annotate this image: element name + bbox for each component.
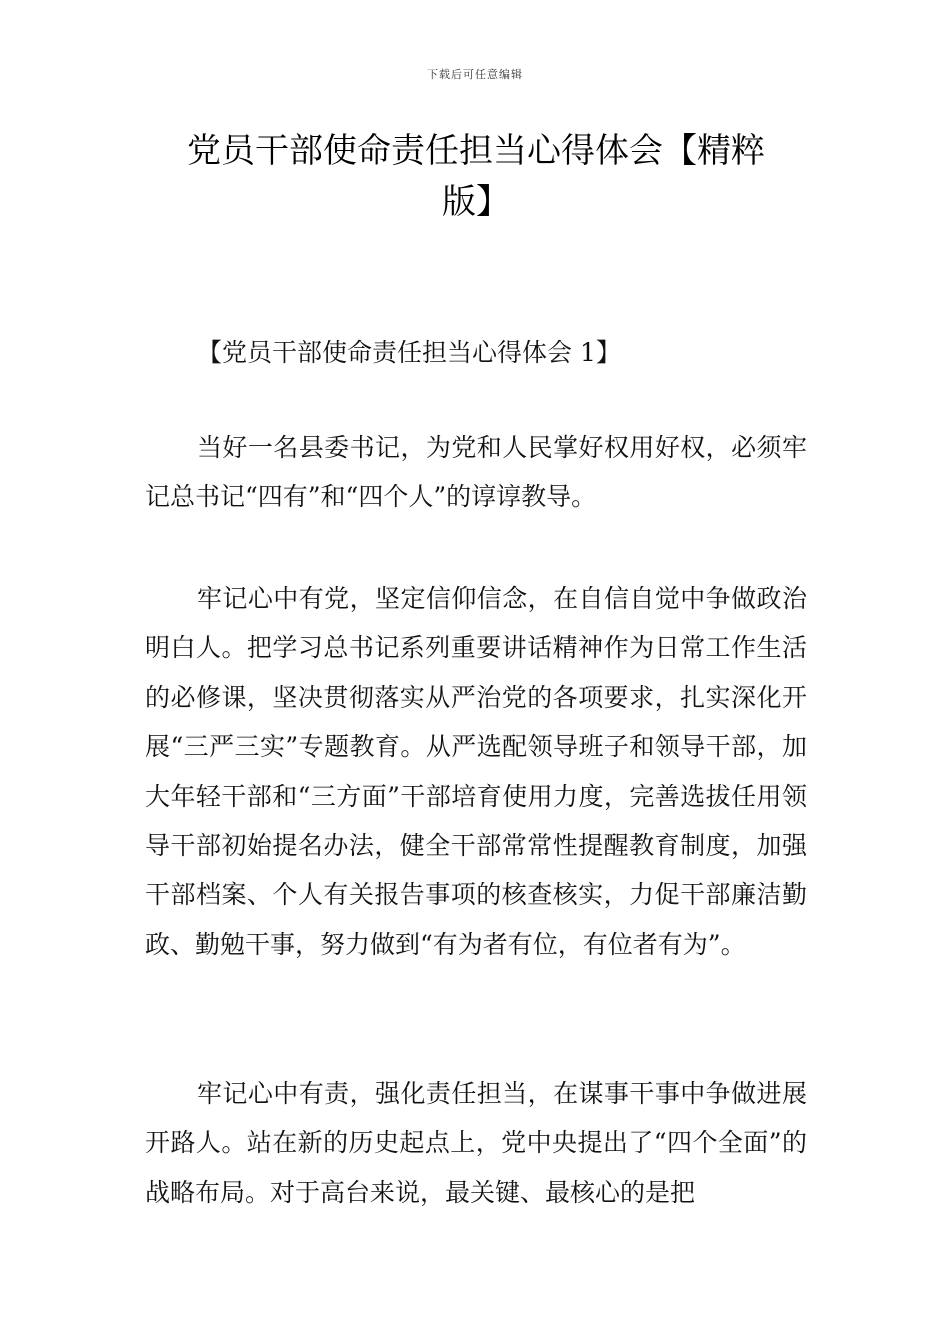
paragraph-2: 牢记心中有党，坚定信仰信念，在自信自觉中争做政治明白人。把学习总书记系列重要讲话精神作为日常工作生活的必修课，坚决贯彻落实从严治党的各项要求，扎实深化开展“三严三实”专题教育。从严选配领导班子和领导干部，加大年轻干部和“三方面”干部培育使用力度，完善选拔任用领导干部初始提名办法，健全干部常常性提醒教育制度，加强干部档案、个人有关报告事项的核查核实，力促干部廉洁勤政、勤勉干事，努力做到“有为者有位，有位者有为”。	[145, 584, 807, 959]
paragraph-3: 牢记心中有责，强化责任担当，在谋事干事中争做进展开路人。站在新的历史起点上，党中央提出了“四个全面”的战略布局。对于高台来说，最关键、最核心的是把	[145, 1079, 807, 1207]
paragraph-1: 当好一名县委书记，为党和人民掌好权用好权，必须牢记总书记“四有”和“四个人”的谆谆教导。	[145, 433, 807, 512]
document-title: 党员干部使命责任担当心得体会【精粹版】	[187, 131, 765, 222]
section-heading: 【党员干部使命责任担当心得体会 1】	[197, 338, 621, 367]
download-note: 下载后可任意编辑	[427, 68, 523, 81]
